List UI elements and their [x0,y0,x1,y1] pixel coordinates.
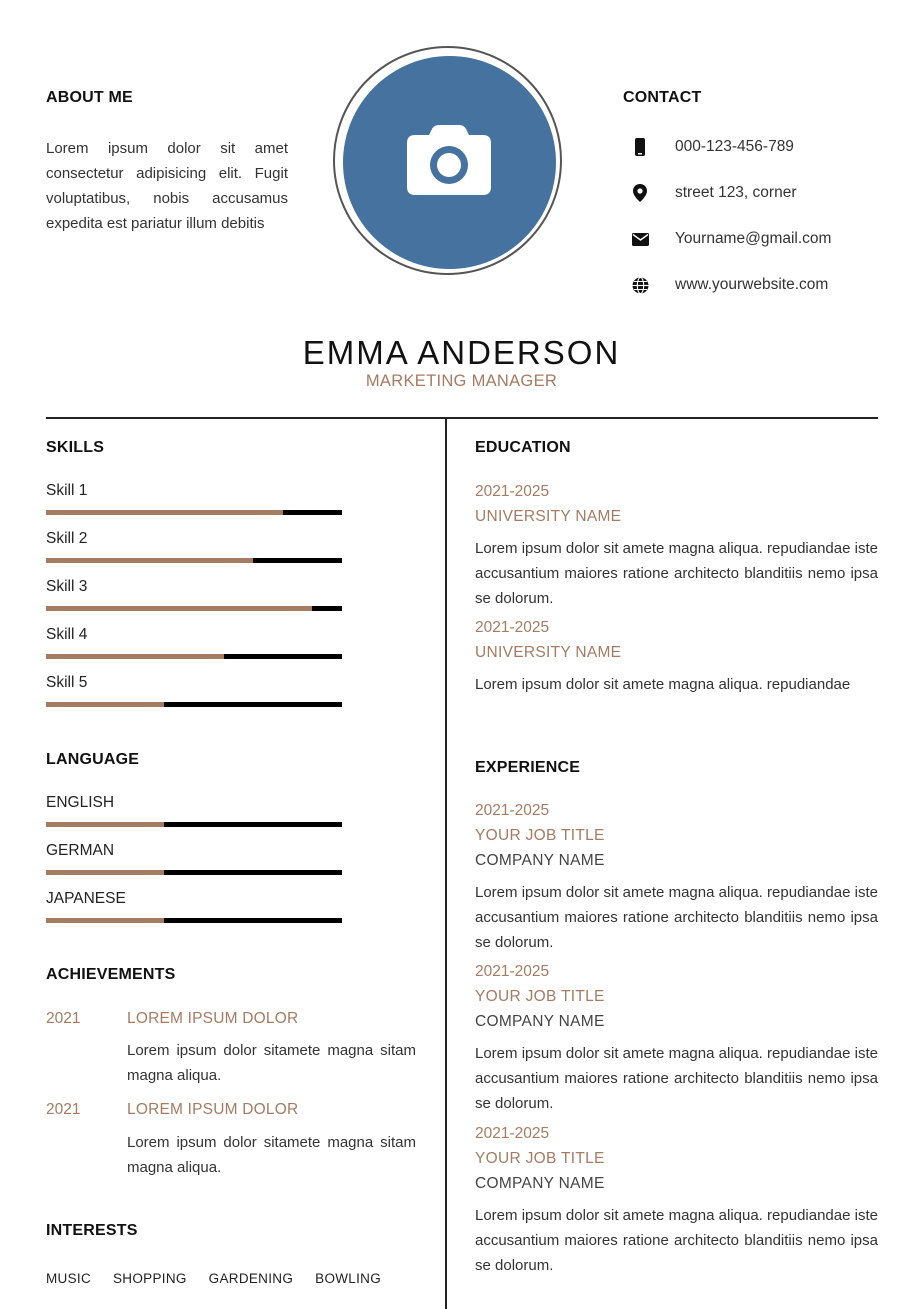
experience-company: COMPANY NAME [475,852,605,869]
education-text: Lorem ipsum dolor sit amete magna aliqua. repudiandae iste accusantium maiores ratione architecto blanditiis nemo ipsa se dolorum. [475,540,878,607]
education-text: Lorem ipsum dolor sit amete magna aliqua. repudiandae [475,676,851,693]
experience-text: Lorem ipsum dolor sit amete magna aliqua. repudiandae iste accusantium maiores ratione architecto blanditiis nemo ipsa se dolorum. [475,1045,878,1112]
interest-item: BOWLING [315,1271,381,1286]
skill-label: Skill 2 [46,530,88,547]
camera-icon [405,123,493,204]
skill-bar-fill [46,654,224,659]
experience-job-title: YOUR JOB TITLE [475,827,605,844]
skill-bar [46,558,342,563]
contact-email [630,228,832,250]
skill-bar [46,702,342,707]
experience-text: Lorem ipsum dolor sit amete magna aliqua. repudiandae iste accusantium maiores ratione architecto blanditiis nemo ipsa se dolorum. [475,1207,878,1274]
achievement-text: Lorem ipsum dolor sitamete magna sitam magna aliqua. [127,1134,416,1176]
phone-icon [630,137,650,157]
skill-bar [46,510,342,515]
skill-label: Skill 5 [46,674,88,691]
contact-address [630,182,797,204]
contact-email-text[interactable]: Yourname@gmail.com [675,230,832,247]
education-heading: EDUCATION [475,439,571,456]
experience-job-title: YOUR JOB TITLE [475,1150,605,1167]
achievement-year: 2021 [46,1010,81,1027]
skill-bar-fill [46,558,253,563]
person-name: EMMA ANDERSON [302,334,621,371]
interests-heading: INTERESTS [46,1222,138,1239]
achievement-title: LOREM IPSUM DOLOR [127,1101,299,1118]
globe-icon [630,275,650,295]
interest-item: SHOPPING [113,1271,187,1286]
skill-label: Skill 1 [46,482,88,499]
experience-date: 2021-2025 [475,963,550,980]
language-bar [46,822,342,827]
vertical-divider [445,419,447,1309]
language-label: ENGLISH [46,794,115,811]
experience-company: COMPANY NAME [475,1175,605,1192]
experience-heading: EXPERIENCE [475,759,581,776]
about-me-heading: ABOUT ME [46,89,133,106]
contact-address-text: street 123, corner [675,184,797,201]
achievement-title: LOREM IPSUM DOLOR [127,1010,299,1027]
experience-date: 2021-2025 [475,1125,550,1142]
envelope-icon [630,229,650,249]
achievement-year: 2021 [46,1101,81,1118]
skill-bar-fill [46,606,312,611]
interest-item: MUSIC [46,1271,91,1286]
interest-item: GARDENING [208,1271,294,1286]
education-date: 2021-2025 [475,483,550,500]
contact-website [630,274,829,296]
language-label: GERMAN [46,842,115,859]
skill-bar [46,654,342,659]
skill-bar [46,606,342,611]
experience-text: Lorem ipsum dolor sit amete magna aliqua. repudiandae iste accusantium maiores ratione architecto blanditiis nemo ipsa se dolorum. [475,884,878,951]
language-bar [46,870,342,875]
education-school: UNIVERSITY NAME [475,508,622,525]
experience-date: 2021-2025 [475,802,550,819]
skill-label: Skill 3 [46,578,88,595]
language-bar-fill [46,918,164,923]
achievement-text: Lorem ipsum dolor sitamete magna sitam magna aliqua. [127,1042,416,1084]
contact-website-text[interactable]: www.yourwebsite.com [675,276,829,293]
contact-phone [630,136,794,158]
skill-bar-fill [46,702,164,707]
language-label: JAPANESE [46,890,126,907]
achievements-heading: ACHIEVEMENTS [46,966,176,983]
language-bar-fill [46,870,164,875]
education-school: UNIVERSITY NAME [475,644,622,661]
interests-list [46,1271,381,1286]
horizontal-divider [46,417,878,419]
person-role: MARKETING MANAGER [365,372,558,390]
contact-phone-text[interactable]: 000-123-456-789 [675,138,794,155]
location-pin-icon [630,183,650,203]
language-bar-fill [46,822,164,827]
skill-bar-fill [46,510,283,515]
about-me-text: Lorem ipsum dolor sit amet consectetur adipisicing elit. Fugit voluptatibus, nobis accusamus expedita est pariatur illum debitis [46,140,288,232]
skills-heading: SKILLS [46,439,105,456]
experience-job-title: YOUR JOB TITLE [475,988,605,1005]
skill-label: Skill 4 [46,626,88,643]
education-date: 2021-2025 [475,619,550,636]
experience-company: COMPANY NAME [475,1013,605,1030]
contact-heading: CONTACT [623,89,702,106]
language-bar [46,918,342,923]
language-heading: LANGUAGE [46,751,140,768]
